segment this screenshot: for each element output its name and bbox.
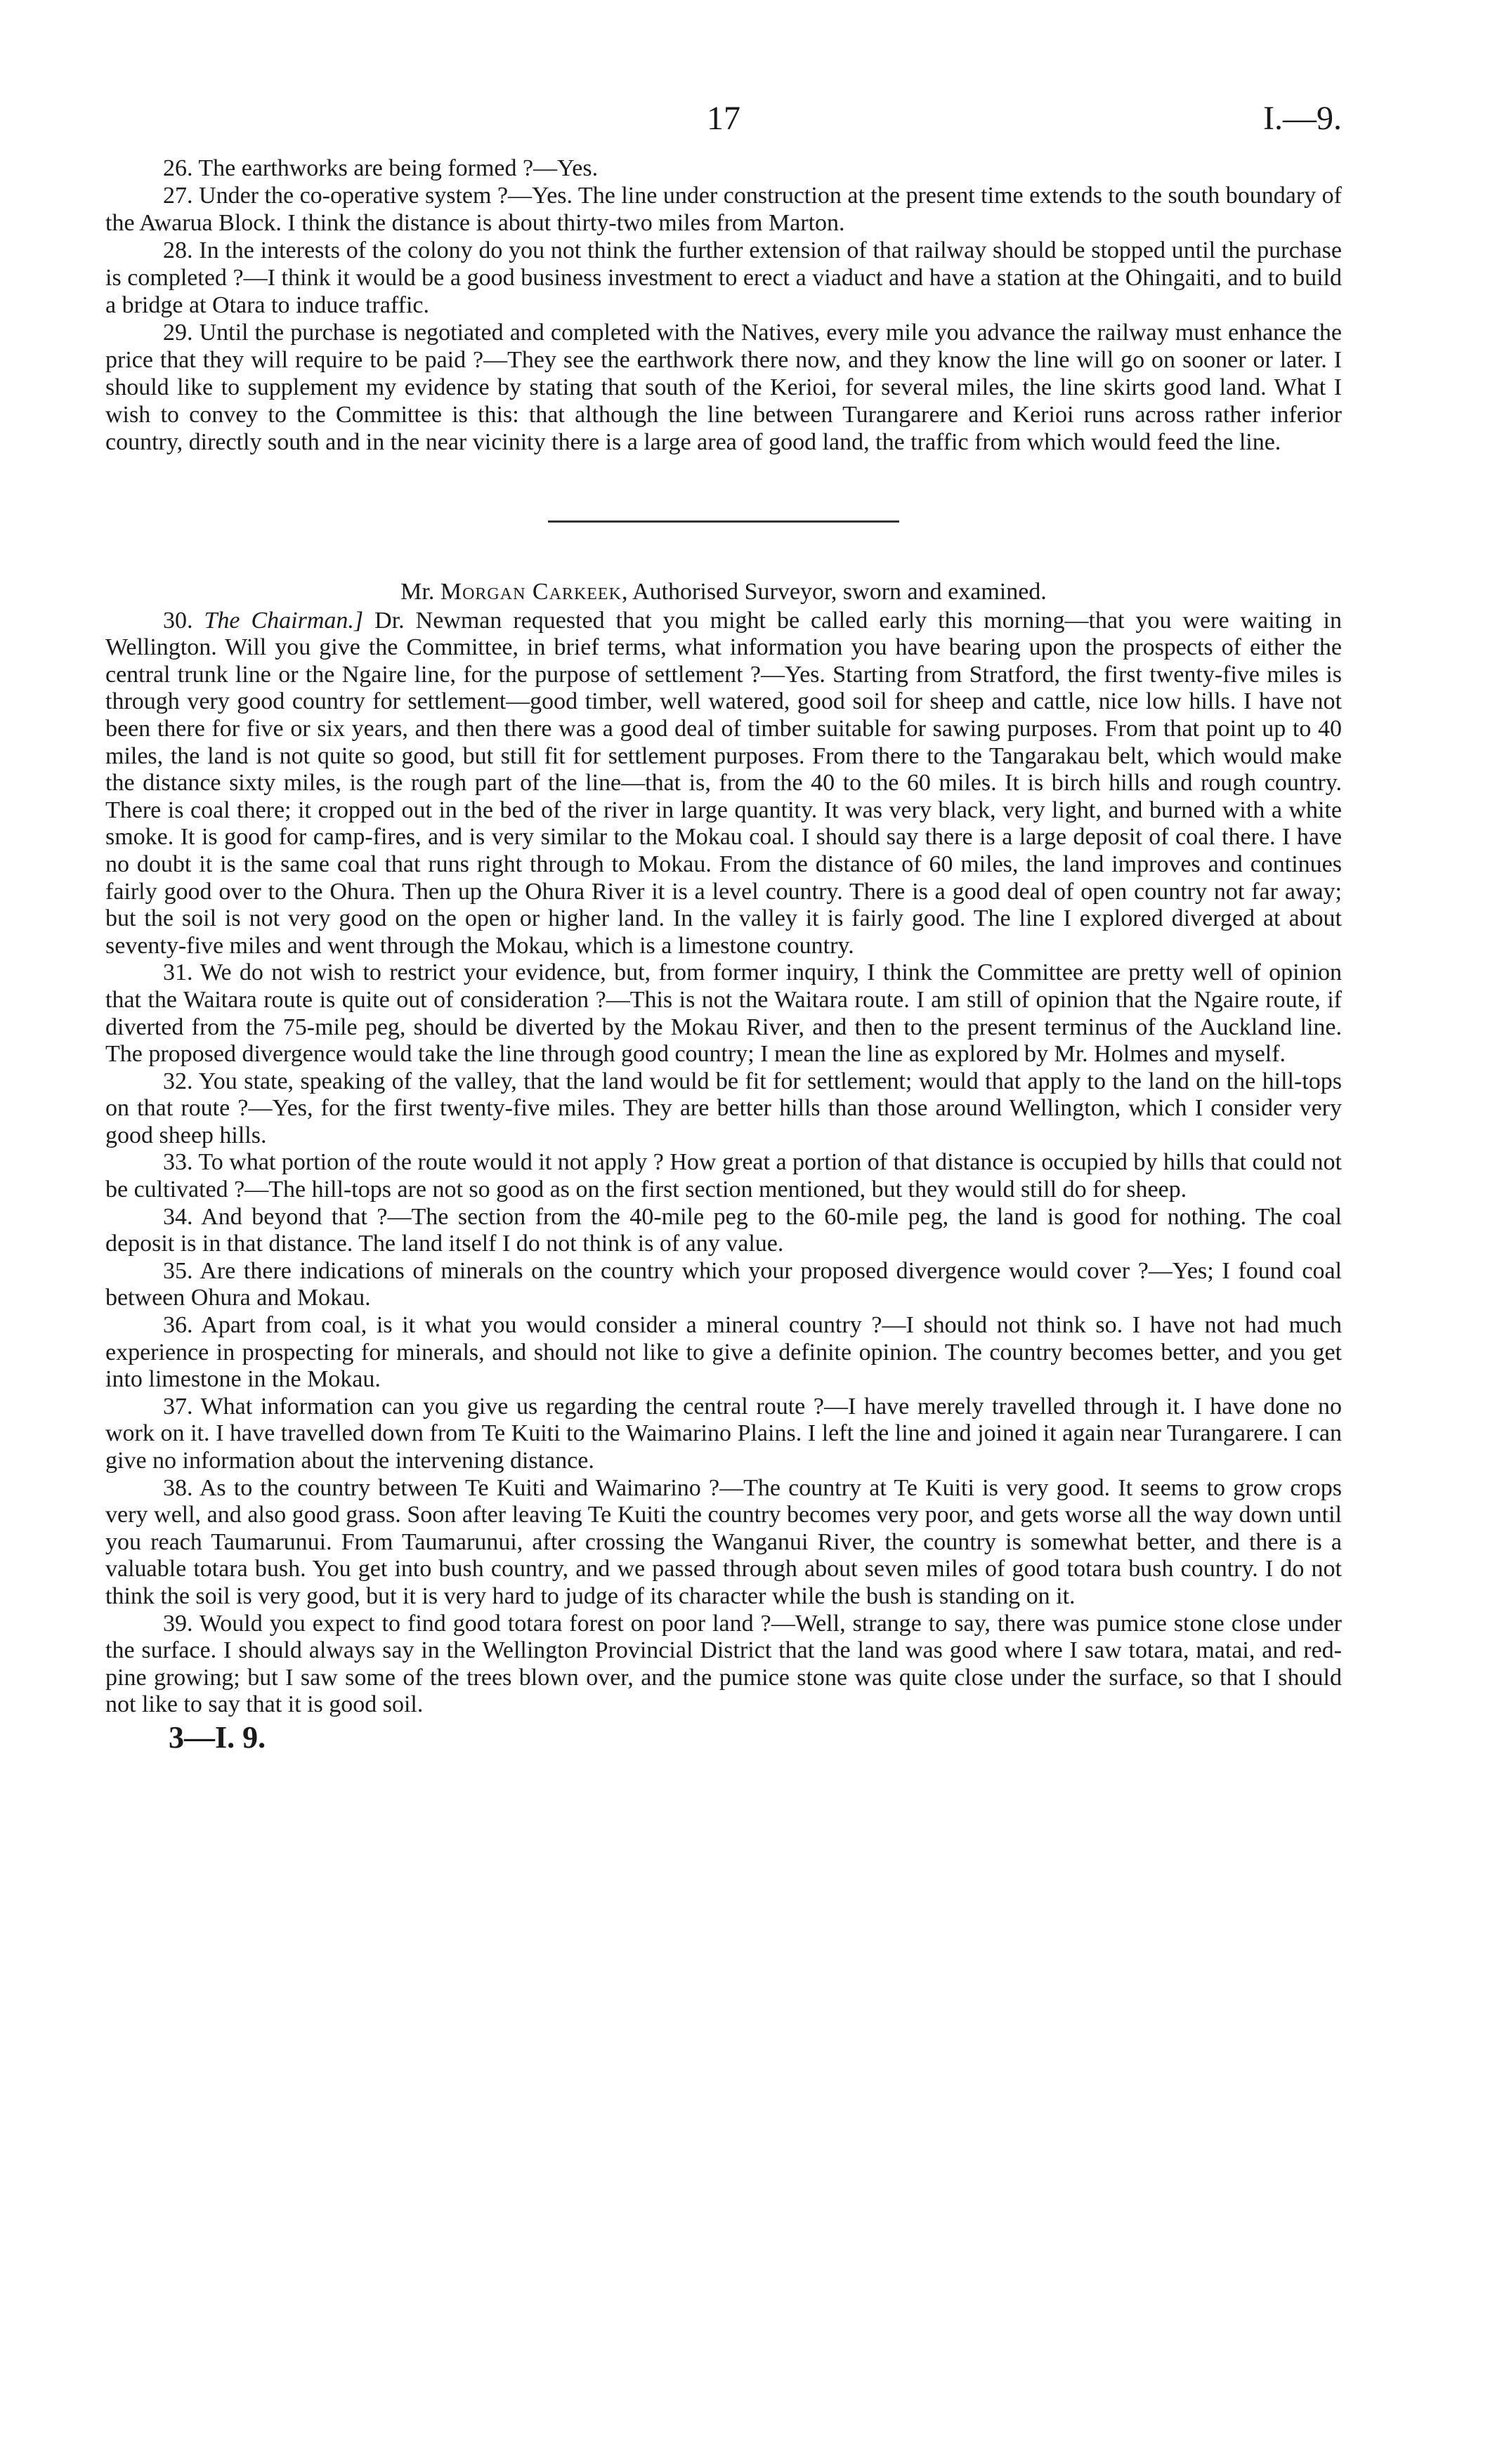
witness-suffix: , Authorised Surveyor, sworn and examined. (621, 579, 1047, 605)
document-page (105, 100, 1342, 1755)
evidence-section-2 (105, 608, 1342, 1719)
paragraph-32: 32. You state, speaking of the valley, that the land would be fit for settlement; would that apply to the land on the hill-tops on that route ?—Yes, for the first twenty-five miles. They are better hills than those around Wellington, which I consider very good sheep hills. (105, 1068, 1342, 1148)
paragraph-30 (105, 608, 1342, 960)
paragraph-33: 33. To what portion of the route would it not apply ? How great a portion of that distance is occupied by hills that could not be cultivated ?—The hill-tops are not so good as on the first section mentioned, but they would still do for sheep. (105, 1149, 1342, 1203)
witness-heading (105, 579, 1342, 606)
paragraph-31: 31. We do not wish to restrict your evidence, but, from former inquiry, I think the Committee are pretty well of opinion that the Waitara route is quite out of consideration ?—This is not the Waitara route. I am still of opinion that the Ngaire route, if diverted from the 75-mile peg, should be diverted by the Mokau River, and then to the present terminus of the Auckland line. The proposed divergence would take the line through good country; I mean the line as explored by Mr. Holmes and myself. (105, 959, 1342, 1068)
paragraph-26: 26. The earthworks are being formed ?—Yes. (163, 155, 599, 181)
paragraph-27: 27. Under the co-operative system ?—Yes. The line under construction at the present time extends to the south boundary of the Awarua Block. I think the distance is about thirty-two miles from Marton. (105, 183, 1342, 236)
page-header (105, 100, 1342, 155)
paragraph-35: 35. Are there indications of minerals on the country which your proposed divergence would cover ?—Yes; I found coal between Ohura and Mokau. (105, 1257, 1342, 1311)
document-reference: I.—9. (1263, 100, 1342, 137)
question-number: 30. (163, 607, 193, 634)
paragraph-30-text: Dr. Newman requested that you might be called early this morning—that you were waiting in Wellington. Will you give the Committee, in brief terms, what information you have bearing upon the prospects of either the central trunk line or the Ngaire line, for the purpose of settlement ?—Yes. Starting from Stratford, the first twenty-five miles is through very good country for settlement—good timber, well watered, good soil for sheep and cattle, nice low hills. I have not been there for five or six years, and then there was a good deal of timber suitable for sawing purposes. From that point up to 40 miles, the land is not quite so good, but still fit for settlement purposes. From there to the Tangarakau belt, which would make the distance sixty miles, is the rough part of the line—that is, from the 40 to the 60 miles. It is birch hills and rough country. There is coal there; it cropped out in the bed of the river in large quantity. It was very black, very light, and burned with a white smoke. It is good for camp-fires, and is very similar to the Mokau coal. I should say there is a large deposit of coal there. I have no doubt it is the same coal that runs right through to Mokau. From the distance of 60 miles, the land improves and continues fairly good over to the Ohura. Then up the Ohura River it is a level country. There is a good deal of open country not far away; but the soil is not very good on the open or higher land. In the valley it is fairly good. The line I explored diverged at about seventy-five miles and went through the Mokau, which is a limestone country. (105, 607, 1342, 959)
witness-prefix: Mr. (400, 579, 435, 605)
paragraph-34: 34. And beyond that ?—The section from the 40-mile peg to the 60-mile peg, the land is good for nothing. The coal deposit is in that distance. The land itself I do not think is of any value. (105, 1203, 1342, 1257)
evidence-section-1 (105, 155, 1342, 456)
paragraph-29: 29. Until the purchase is negotiated and completed with the Natives, every mile you advance the railway must enhance the price that they will require to be paid ?—They see the earthwork there now, and they know the line will go on sooner or later. I should like to supplement my evidence by stating that south of the Kerioi, for several miles, the line skirts good land. What I wish to convey to the Committee is this: that although the line between Turangarere and Kerioi runs across rather inferior country, directly south and in the near vicinity there is a large area of good land, the traffic from which would feed the line. (105, 320, 1342, 455)
paragraph-28: 28. In the interests of the colony do you not think the further extension of that railway should be stopped until the purchase is completed ?—I think it would be a good business investment to erect a viaduct and have a station at the Ohingaiti, and to build a bridge at Otara to induce traffic. (105, 237, 1342, 318)
paragraph-36: 36. Apart from coal, is it what you would consider a mineral country ?—I should not think so. I have not had much experience in prospecting for minerals, and should not like to give a definite opinion. The country becomes better, and you get into limestone in the Mokau. (105, 1312, 1342, 1393)
page-number: 17 (707, 100, 740, 137)
section-divider (548, 520, 899, 523)
paragraph-38: 38. As to the country between Te Kuiti and Waimarino ?—The country at Te Kuiti is very good. It seems to grow crops very well, and also good grass. Soon after leaving Te Kuiti the country becomes very poor, and gets worse all the way down until you reach Taumarunui. From Taumarunui, after crossing the Wanganui River, the country is somewhat better, and there is a valuable totara bush. You get into bush country, and we passed through about seven miles of good totara bush country. I do not think the soil is very good, but it is very hard to judge of its character while the bush is standing on it. (105, 1474, 1342, 1609)
signature-mark: 3—I. 9. (169, 1719, 266, 1755)
paragraph-39: 39. Would you expect to find good totara forest on poor land ?—Well, strange to say, there was pumice stone close under the surface. I should always say in the Wellington Provincial District that the land was good where I saw totara, matai, and red-pine growing; but I saw some of the trees blown over, and the pumice stone was quite close under the surface, so that I should not like to say that it is good soil. (105, 1610, 1342, 1718)
paragraph-37: 37. What information can you give us regarding the central route ?—I have merely travelled through it. I have done no work on it. I have travelled down from Te Kuiti to the Waimarino Plains. I left the line and joined it again near Turangarere. I can give no information about the intervening distance. (105, 1393, 1342, 1474)
speaker: The Chairman.] (204, 607, 364, 634)
witness-name: Morgan Carkeek (440, 579, 622, 605)
